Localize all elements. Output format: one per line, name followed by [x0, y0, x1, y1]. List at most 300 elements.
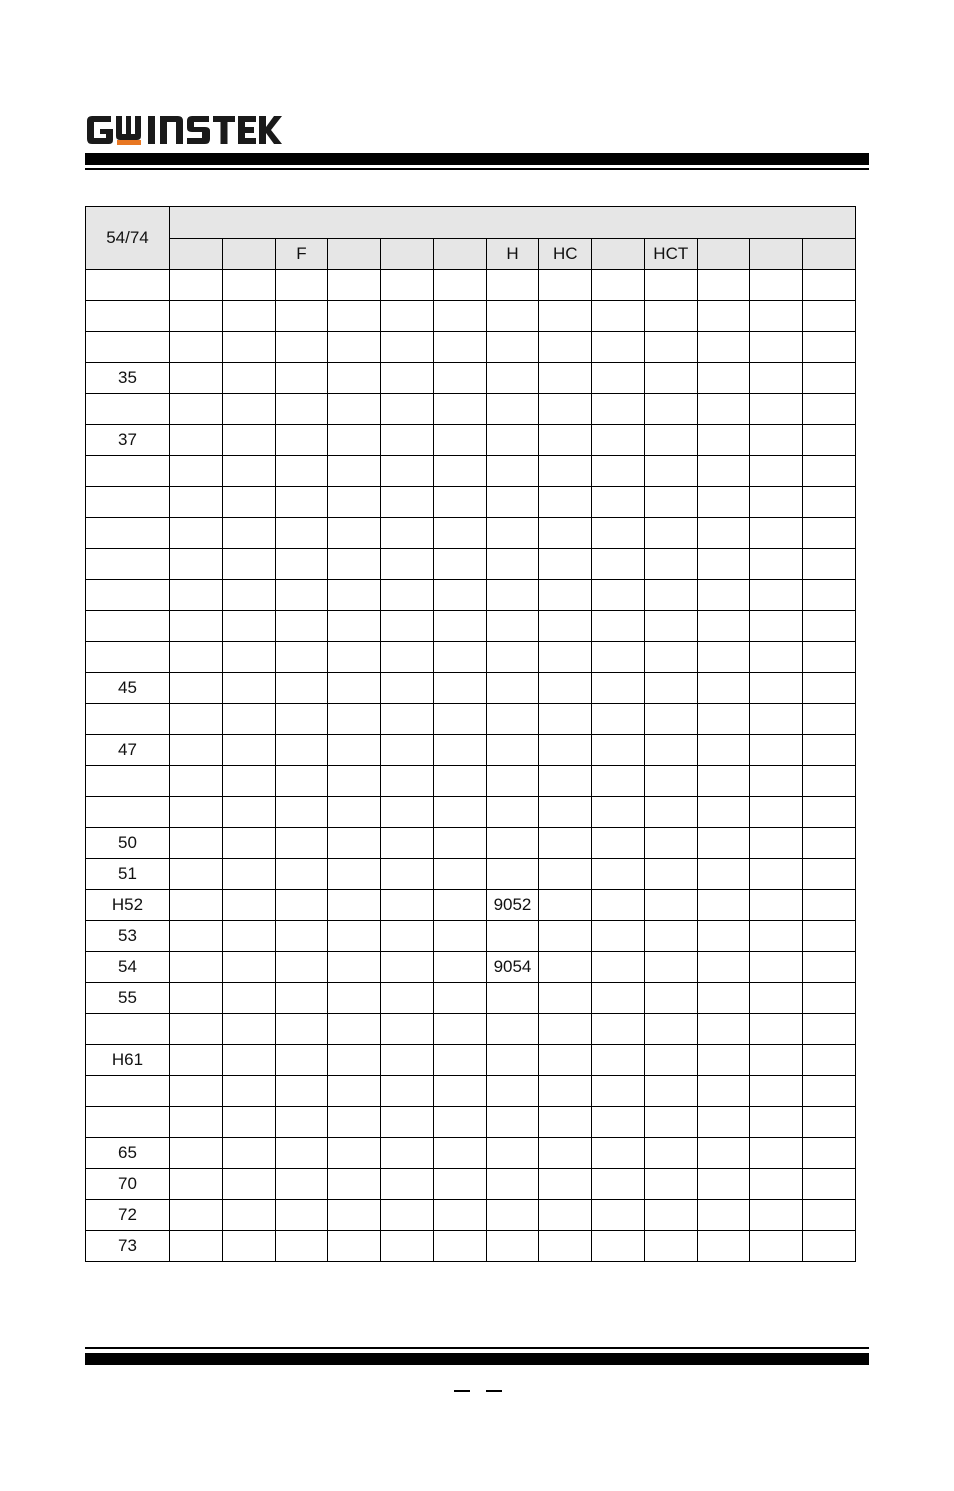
footer-rule-thick	[85, 1353, 869, 1365]
table-cell	[275, 1138, 328, 1169]
table-cell	[170, 673, 223, 704]
table-cell	[222, 394, 275, 425]
table-cell	[486, 1138, 539, 1169]
table-cell	[433, 1014, 486, 1045]
table-cell	[381, 952, 434, 983]
table-cell	[592, 735, 645, 766]
gw-instek-logo	[85, 110, 285, 150]
table-cell	[592, 332, 645, 363]
table-cell	[170, 828, 223, 859]
table-cell	[433, 487, 486, 518]
table-cell	[644, 952, 697, 983]
table-cell	[328, 890, 381, 921]
table-row	[86, 487, 856, 518]
table-cell	[486, 704, 539, 735]
table-cell	[433, 394, 486, 425]
table-cell	[592, 642, 645, 673]
table-cell	[539, 1200, 592, 1231]
table-cell	[644, 859, 697, 890]
table-cell	[644, 363, 697, 394]
table-cell	[381, 363, 434, 394]
table-cell	[275, 735, 328, 766]
table-cell	[222, 425, 275, 456]
compatibility-table	[85, 206, 856, 1262]
table-cell	[222, 301, 275, 332]
table-cell	[275, 828, 328, 859]
table-cell	[486, 580, 539, 611]
table-cell	[222, 828, 275, 859]
sub-header-cell	[328, 239, 381, 270]
table-cell	[328, 518, 381, 549]
table-cell	[275, 1045, 328, 1076]
table-cell	[539, 580, 592, 611]
table-cell	[486, 487, 539, 518]
table-cell	[592, 549, 645, 580]
table-cell	[697, 425, 750, 456]
table-row	[86, 611, 856, 642]
table-cell	[486, 425, 539, 456]
table-cell	[433, 425, 486, 456]
table-cell	[644, 704, 697, 735]
table-cell	[222, 611, 275, 642]
table-cell	[803, 921, 856, 952]
sub-header-cell	[222, 239, 275, 270]
table-cell	[539, 611, 592, 642]
table-cell	[803, 363, 856, 394]
table-cell	[381, 704, 434, 735]
table-cell	[275, 673, 328, 704]
sub-header-cell: HC	[539, 239, 592, 270]
table-cell	[381, 642, 434, 673]
table-cell	[803, 394, 856, 425]
table-cell	[275, 580, 328, 611]
table-cell	[433, 332, 486, 363]
table-cell	[222, 859, 275, 890]
table-cell	[539, 425, 592, 456]
table-cell	[222, 1076, 275, 1107]
table-cell	[275, 797, 328, 828]
table-cell	[328, 301, 381, 332]
table-cell	[222, 1169, 275, 1200]
table-cell	[539, 394, 592, 425]
table-cell	[222, 580, 275, 611]
table-row	[86, 1107, 856, 1138]
table-cell	[697, 735, 750, 766]
page-number-dash-left	[454, 1390, 470, 1392]
table-cell	[750, 828, 803, 859]
table-cell	[750, 1200, 803, 1231]
table-cell	[592, 394, 645, 425]
table-cell	[275, 704, 328, 735]
table-cell	[328, 983, 381, 1014]
table-cell	[222, 952, 275, 983]
table-cell	[539, 673, 592, 704]
table-cell	[697, 611, 750, 642]
table-cell	[433, 580, 486, 611]
table-cell	[592, 518, 645, 549]
table-cell	[592, 580, 645, 611]
table-cell	[644, 673, 697, 704]
table-cell	[592, 301, 645, 332]
table-cell	[592, 487, 645, 518]
table-cell	[275, 611, 328, 642]
table-cell	[170, 1231, 223, 1262]
row-label-cell: H52	[86, 890, 170, 921]
table-cell	[486, 394, 539, 425]
table-cell	[328, 425, 381, 456]
table-cell	[644, 580, 697, 611]
row-label-cell: 73	[86, 1231, 170, 1262]
table-row	[86, 735, 856, 766]
table-cell	[803, 828, 856, 859]
table-cell	[486, 673, 539, 704]
sub-header-cell	[592, 239, 645, 270]
table-cell	[592, 1231, 645, 1262]
table-cell	[750, 394, 803, 425]
table-cell	[539, 921, 592, 952]
table-cell	[433, 549, 486, 580]
table-cell	[170, 270, 223, 301]
table-cell	[750, 425, 803, 456]
table-cell	[275, 487, 328, 518]
table-cell	[275, 890, 328, 921]
row-label-cell: 51	[86, 859, 170, 890]
table-cell	[539, 487, 592, 518]
table-cell	[433, 1138, 486, 1169]
table-cell	[328, 735, 381, 766]
table-cell	[697, 1169, 750, 1200]
table-cell	[803, 1169, 856, 1200]
table-cell	[486, 270, 539, 301]
table-cell	[697, 1138, 750, 1169]
table-cell	[750, 1107, 803, 1138]
row-label-cell: 35	[86, 363, 170, 394]
table-cell	[539, 983, 592, 1014]
table-cell	[275, 952, 328, 983]
table-cell	[486, 611, 539, 642]
table-cell	[275, 301, 328, 332]
table-cell	[170, 1200, 223, 1231]
table-cell	[328, 456, 381, 487]
header-rule-thin	[85, 168, 869, 170]
table-cell	[328, 549, 381, 580]
row-label-cell: 47	[86, 735, 170, 766]
table-cell	[275, 425, 328, 456]
sub-header-cell: F	[275, 239, 328, 270]
table-cell	[803, 518, 856, 549]
table-cell	[433, 797, 486, 828]
table-cell	[170, 1169, 223, 1200]
table-cell	[275, 270, 328, 301]
table-cell	[381, 394, 434, 425]
table-cell	[170, 332, 223, 363]
table-cell	[644, 1231, 697, 1262]
table-cell	[592, 611, 645, 642]
table-cell	[170, 1107, 223, 1138]
table-row	[86, 456, 856, 487]
table-cell	[697, 1076, 750, 1107]
row-label-cell	[86, 1107, 170, 1138]
table-cell	[750, 983, 803, 1014]
table-cell	[644, 425, 697, 456]
table-cell	[592, 1045, 645, 1076]
row-label-cell	[86, 1014, 170, 1045]
table-cell	[170, 890, 223, 921]
table-row	[86, 270, 856, 301]
table-cell	[592, 766, 645, 797]
table-cell	[592, 270, 645, 301]
table-cell	[275, 394, 328, 425]
table-row	[86, 890, 856, 921]
table-cell	[697, 1107, 750, 1138]
table-cell	[644, 270, 697, 301]
table-cell	[697, 487, 750, 518]
table-cell	[592, 797, 645, 828]
table-cell	[486, 301, 539, 332]
table-cell	[539, 549, 592, 580]
table-cell	[433, 921, 486, 952]
table-row	[86, 704, 856, 735]
table-cell	[486, 735, 539, 766]
table-cell	[328, 766, 381, 797]
row-label-cell	[86, 549, 170, 580]
table-cell	[750, 673, 803, 704]
table-cell	[803, 270, 856, 301]
table-cell	[433, 735, 486, 766]
row-label-cell	[86, 1076, 170, 1107]
table-cell	[750, 1231, 803, 1262]
table-cell	[433, 1076, 486, 1107]
table-cell	[222, 890, 275, 921]
table-cell	[222, 1014, 275, 1045]
table-cell	[697, 828, 750, 859]
table-row	[86, 1200, 856, 1231]
table-cell	[328, 363, 381, 394]
table-cell	[644, 1138, 697, 1169]
table-cell	[592, 1200, 645, 1231]
table-cell	[750, 859, 803, 890]
table-cell	[697, 983, 750, 1014]
table-cell	[644, 890, 697, 921]
table-cell	[222, 983, 275, 1014]
table-cell	[170, 1138, 223, 1169]
table-cell	[803, 952, 856, 983]
table-cell	[697, 332, 750, 363]
table-cell	[539, 1231, 592, 1262]
table-cell	[750, 301, 803, 332]
sub-header-row	[86, 239, 856, 270]
table-cell	[644, 518, 697, 549]
table-cell	[750, 456, 803, 487]
table-cell	[644, 921, 697, 952]
table-cell	[539, 828, 592, 859]
table-cell	[539, 456, 592, 487]
table-cell	[433, 1045, 486, 1076]
table-cell	[539, 1045, 592, 1076]
table-cell	[328, 1200, 381, 1231]
table-cell	[592, 673, 645, 704]
table-cell	[222, 270, 275, 301]
table-cell	[486, 1231, 539, 1262]
table-cell	[750, 580, 803, 611]
table-cell	[170, 859, 223, 890]
table-cell	[222, 487, 275, 518]
table-row	[86, 797, 856, 828]
table-cell	[592, 704, 645, 735]
table-cell	[644, 735, 697, 766]
table-cell	[275, 363, 328, 394]
table-row	[86, 549, 856, 580]
sub-header-cell	[381, 239, 434, 270]
sub-header-cell	[697, 239, 750, 270]
table-cell	[697, 1231, 750, 1262]
table-cell	[433, 859, 486, 890]
table-cell	[644, 487, 697, 518]
table-row	[86, 1231, 856, 1262]
table-cell	[697, 890, 750, 921]
table-cell	[328, 1231, 381, 1262]
table-cell	[644, 394, 697, 425]
table-cell	[433, 952, 486, 983]
table-cell	[381, 1231, 434, 1262]
table-cell	[433, 270, 486, 301]
table-cell	[803, 611, 856, 642]
table-cell	[803, 766, 856, 797]
table-cell	[170, 735, 223, 766]
table-cell	[275, 456, 328, 487]
table-cell	[803, 1231, 856, 1262]
table-cell	[644, 1107, 697, 1138]
row-label-cell	[86, 766, 170, 797]
table-cell	[803, 1076, 856, 1107]
table-cell	[170, 766, 223, 797]
table-row	[86, 952, 856, 983]
table-cell	[697, 704, 750, 735]
table-cell	[328, 859, 381, 890]
table-cell	[697, 766, 750, 797]
table-cell	[803, 1200, 856, 1231]
table-cell	[433, 1107, 486, 1138]
sub-header-cell	[803, 239, 856, 270]
table-cell	[222, 518, 275, 549]
table-cell	[750, 921, 803, 952]
row-label-cell	[86, 580, 170, 611]
table-cell	[750, 1169, 803, 1200]
table-cell	[328, 828, 381, 859]
table-cell	[486, 642, 539, 673]
table-cell	[644, 797, 697, 828]
table-cell	[275, 1076, 328, 1107]
table-cell	[803, 580, 856, 611]
table-cell	[592, 1169, 645, 1200]
table-cell	[328, 1107, 381, 1138]
table-cell	[328, 580, 381, 611]
table-row	[86, 301, 856, 332]
table-cell	[539, 952, 592, 983]
table-cell	[750, 797, 803, 828]
table-cell	[433, 1231, 486, 1262]
table-cell	[803, 1045, 856, 1076]
table-cell	[644, 766, 697, 797]
table-cell	[644, 1014, 697, 1045]
table-cell	[381, 859, 434, 890]
sub-header-cell: HCT	[644, 239, 697, 270]
table-cell	[328, 797, 381, 828]
table-cell	[222, 735, 275, 766]
table-cell	[328, 611, 381, 642]
table-cell	[697, 952, 750, 983]
table-row	[86, 859, 856, 890]
row-label-cell: 54	[86, 952, 170, 983]
table-cell	[486, 1076, 539, 1107]
table-cell	[381, 456, 434, 487]
table-row	[86, 1169, 856, 1200]
table-cell	[381, 487, 434, 518]
table-cell	[486, 766, 539, 797]
table-cell	[381, 735, 434, 766]
table-cell	[803, 735, 856, 766]
table-cell	[381, 611, 434, 642]
table-cell	[592, 921, 645, 952]
table-cell	[328, 952, 381, 983]
table-cell	[697, 1014, 750, 1045]
sub-header-cell	[170, 239, 223, 270]
table-cell	[381, 673, 434, 704]
table-cell	[539, 704, 592, 735]
table-row	[86, 363, 856, 394]
row-label-cell	[86, 456, 170, 487]
table-cell	[433, 704, 486, 735]
row-label-cell	[86, 301, 170, 332]
table-cell	[803, 1138, 856, 1169]
table-cell	[275, 921, 328, 952]
table-cell	[222, 1107, 275, 1138]
table-cell	[644, 549, 697, 580]
table-cell	[803, 487, 856, 518]
table-cell	[803, 797, 856, 828]
header-rule-thick	[85, 153, 869, 165]
table-cell	[328, 270, 381, 301]
table-cell	[803, 549, 856, 580]
table-cell	[170, 797, 223, 828]
table-cell	[275, 983, 328, 1014]
table-cell	[222, 456, 275, 487]
table-cell	[803, 1107, 856, 1138]
table-cell	[170, 487, 223, 518]
table-cell	[539, 1169, 592, 1200]
table-cell	[275, 642, 328, 673]
table-cell	[750, 549, 803, 580]
table-cell	[697, 301, 750, 332]
sub-header-cell	[750, 239, 803, 270]
table-cell	[539, 642, 592, 673]
table-cell	[170, 983, 223, 1014]
table-cell	[750, 332, 803, 363]
table-cell	[433, 456, 486, 487]
table-cell	[170, 456, 223, 487]
row-label-cell	[86, 270, 170, 301]
row-label-cell	[86, 332, 170, 363]
table-cell	[170, 363, 223, 394]
table-cell	[328, 1138, 381, 1169]
table-cell	[592, 890, 645, 921]
table-cell	[644, 611, 697, 642]
table-cell	[803, 301, 856, 332]
table-cell	[433, 890, 486, 921]
table-cell: 9052	[486, 890, 539, 921]
table-cell	[433, 1200, 486, 1231]
row-label-cell	[86, 704, 170, 735]
